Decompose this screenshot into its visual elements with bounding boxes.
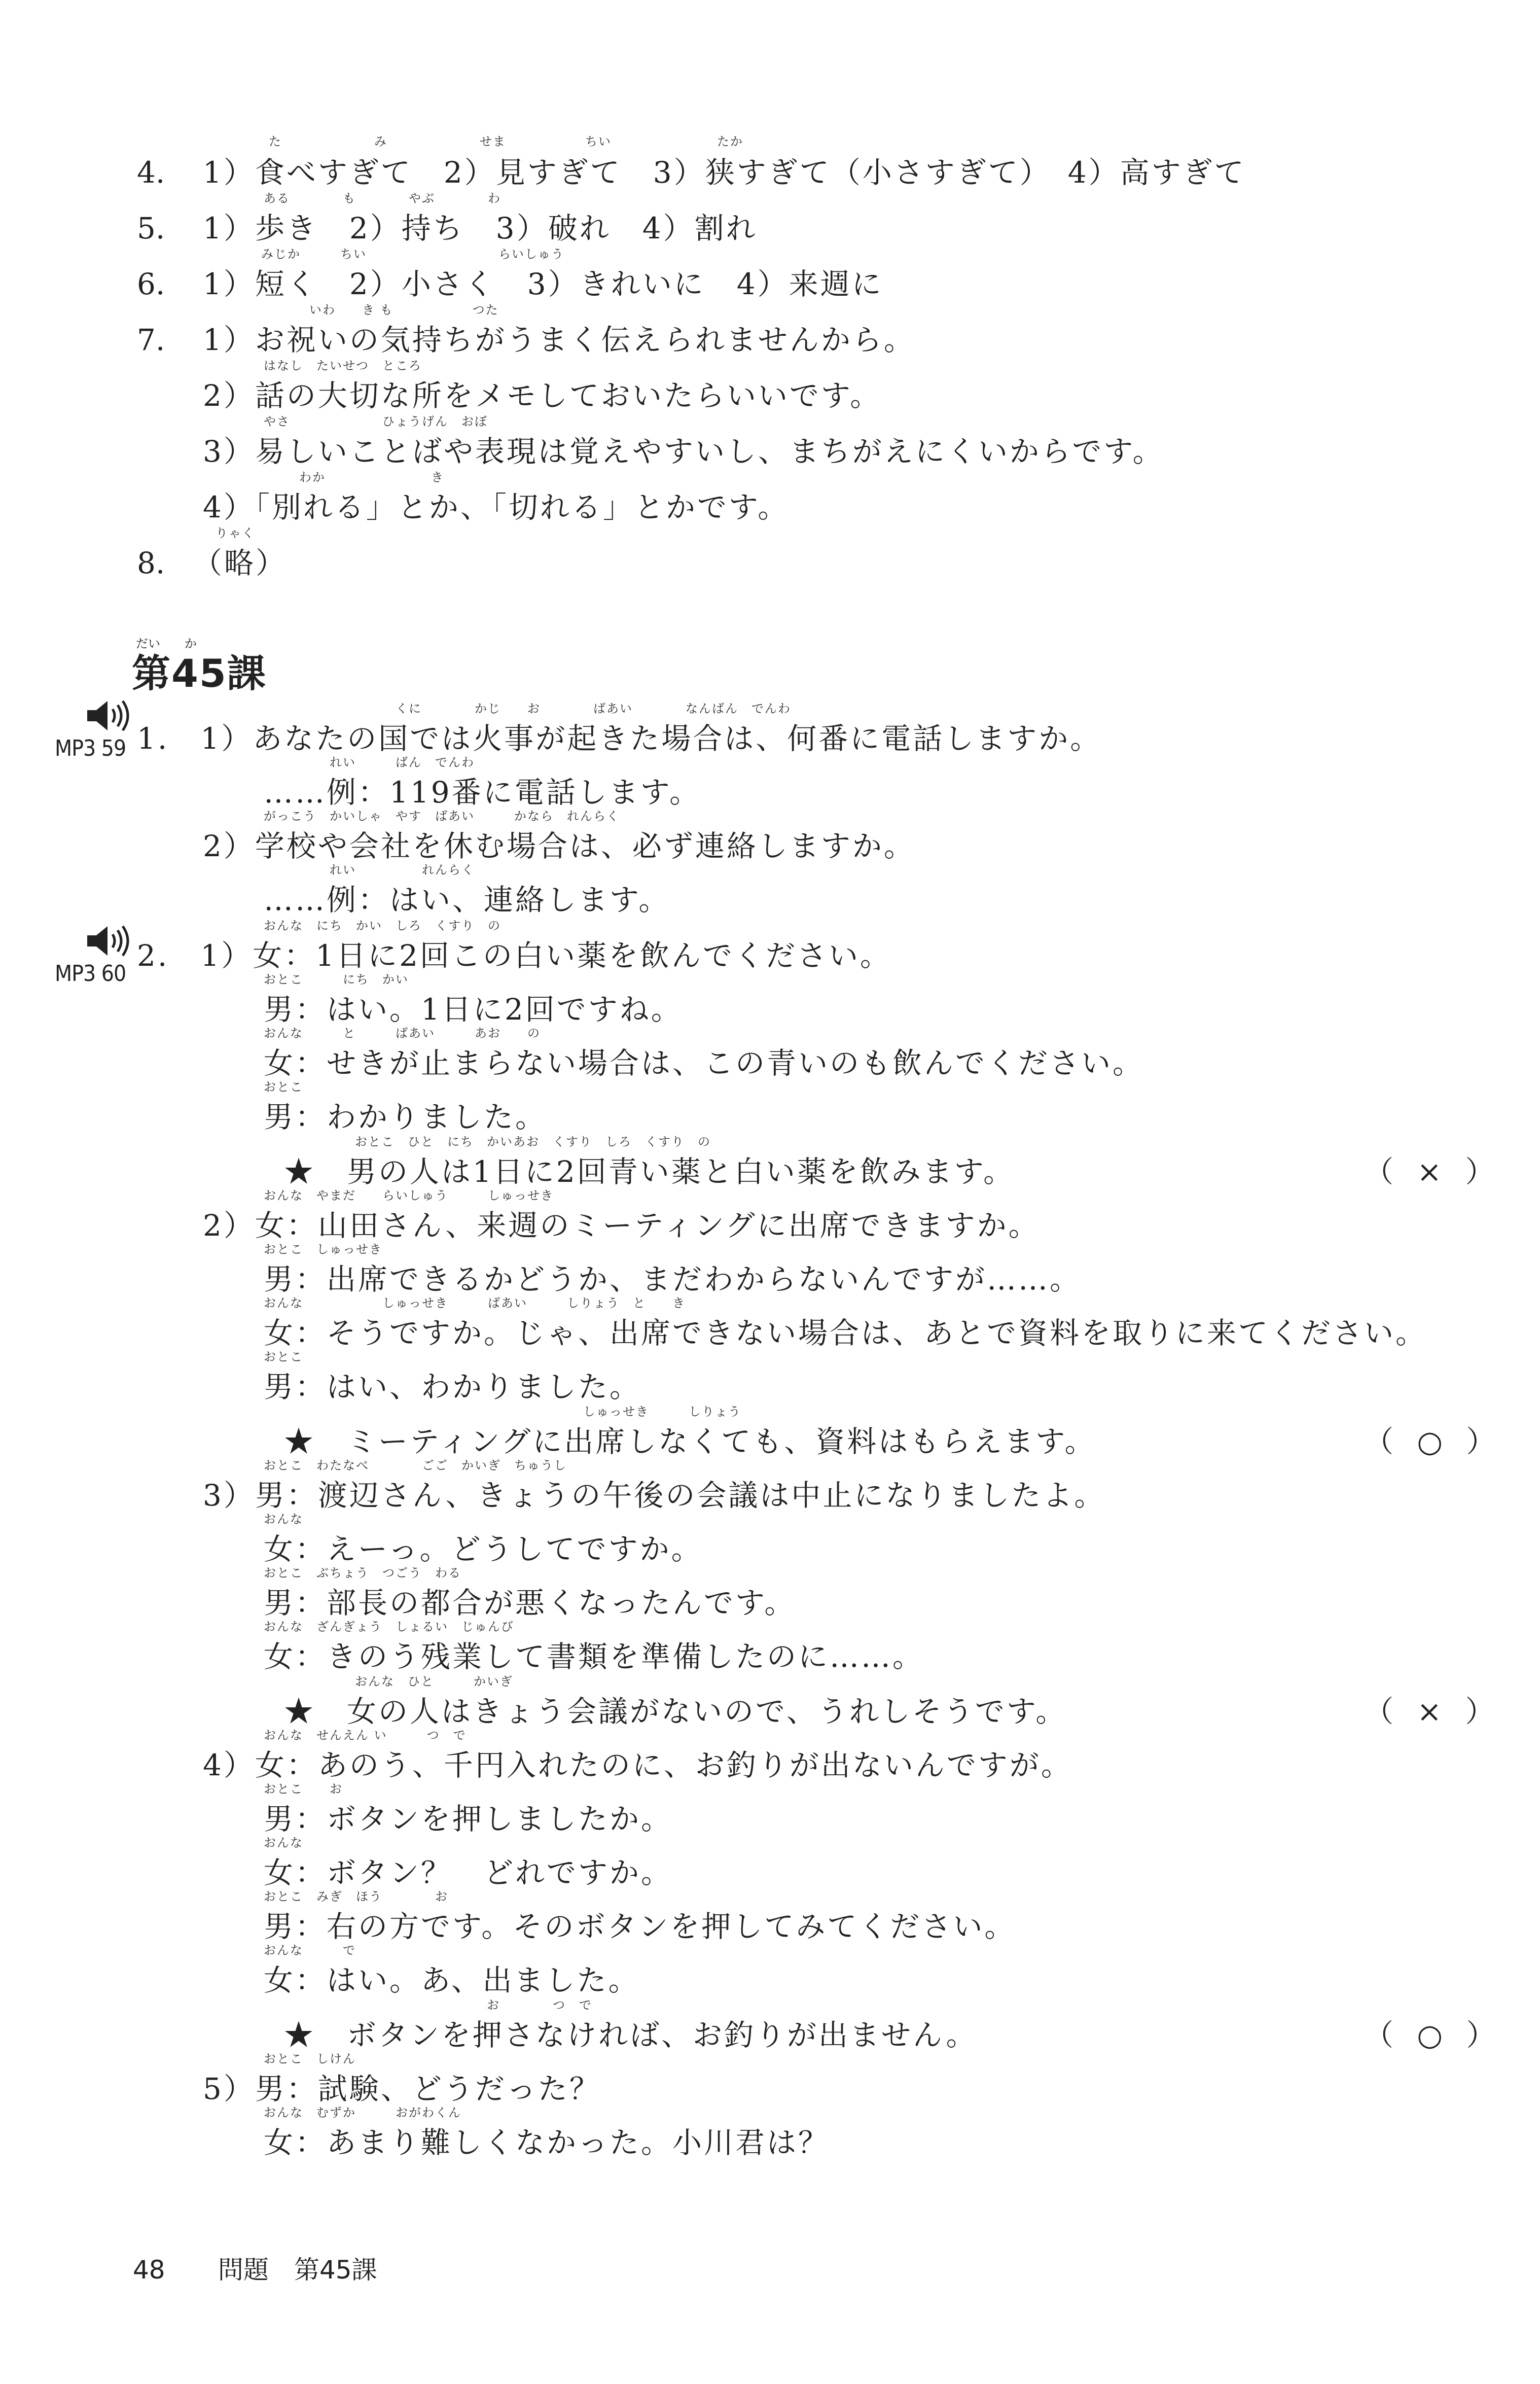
q7-3-answer: 3）易しいことばや表現は覚えやすいし、まちがえにくいからです。 bbox=[203, 434, 1164, 469]
answer-mark: （ ○ ） bbox=[1364, 2018, 1503, 2052]
q7-4-ruby: わか き bbox=[299, 470, 444, 484]
q8-number: 8. bbox=[137, 546, 165, 580]
line-text: 男：右の方です。そのボタンを押してみてください。 bbox=[264, 1909, 1016, 1944]
q8-ruby: りゃく bbox=[216, 526, 255, 540]
line-text: 女：せきが止まらない場合は、この青いのも飲んでください。 bbox=[264, 1046, 1144, 1080]
line-ruby: おんな で bbox=[264, 1943, 356, 1957]
line-ruby: おんな ひと かいぎ bbox=[355, 1674, 513, 1689]
line-text: 男：出席できるかどうか、まだわからないんですが……。 bbox=[264, 1262, 1082, 1296]
line-ruby: がっこう かいしゃ やす ばあい かなら れんらく bbox=[264, 809, 620, 823]
line-ruby: おとこ ぶちょう つごう わる bbox=[264, 1566, 461, 1580]
line-ruby: おんな せんえん い つ で bbox=[264, 1728, 467, 1742]
line-text: 2）学校や会社を休む場合は、必ず連絡しますか。 bbox=[203, 829, 915, 863]
lesson-title: 第45課 bbox=[132, 651, 267, 696]
line-ruby: れい れんらく bbox=[330, 863, 475, 877]
q4-ruby: た み せま ちい たか bbox=[269, 134, 743, 149]
line-ruby: おんな やまだ らいしゅう しゅっせき bbox=[264, 1188, 554, 1203]
q4-answers: 1）食べすぎて 2）見すぎて 3）狭すぎて（小さすぎて） 4）高すぎて bbox=[203, 155, 1246, 190]
page-footer-label: 問題 第45課 bbox=[218, 2255, 377, 2285]
answer-mark: （ × ） bbox=[1364, 1154, 1502, 1189]
line-text: 男：ボタンを押しましたか。 bbox=[264, 1802, 673, 1836]
line-text: ★ ボタンを押さなければ、お釣りが出ません。 bbox=[284, 2018, 978, 2052]
line-ruby: おとこ しゅっせき bbox=[264, 1242, 382, 1256]
q5-ruby: ある も やぶ わ bbox=[264, 191, 501, 205]
q5-answers: 1）歩き 2）持ち 3）破れ 4）割れ bbox=[203, 211, 758, 246]
line-text: 男：部長の都合が悪くなったんです。 bbox=[264, 1586, 796, 1620]
line-text: 2. 1）女：1日に2回この白い薬を飲んでください。 bbox=[137, 938, 892, 973]
q7-1-ruby: いわ き も つた bbox=[309, 303, 499, 317]
line-text: ★ ミーティングに出席しなくても、資料はもらえます。 bbox=[284, 1424, 1096, 1459]
line-text: 女：そうですか。じゃ、出席できない場合は、あとで資料を取りに来てください。 bbox=[264, 1316, 1427, 1350]
line-ruby: おんな むずか おがわくん bbox=[264, 2106, 461, 2120]
audio-track-label: MP3 59 bbox=[55, 735, 126, 761]
line-text: 女：ボタン？ どれですか。 bbox=[264, 1855, 673, 1890]
speaker-icon bbox=[85, 923, 136, 959]
line-ruby: おとこ bbox=[264, 1080, 303, 1094]
line-ruby: おんな しゅっせき ばあい しりょう と き bbox=[264, 1296, 686, 1310]
line-ruby: おんな と ばあい あお の bbox=[264, 1026, 541, 1040]
line-text: 5）男：試験、どうだった？ bbox=[203, 2072, 601, 2106]
line-ruby: おとこ お bbox=[264, 1782, 343, 1796]
line-text: 女：あまり難しくなかった。小川君は？ bbox=[264, 2125, 830, 2160]
q6-ruby: みじか ちい らいしゅう bbox=[261, 247, 564, 261]
line-text: 女：はい。あ、出ました。 bbox=[264, 1963, 640, 1997]
line-text: 3）男：渡辺さん、きょうの午後の会議は中止になりましたよ。 bbox=[203, 1478, 1106, 1513]
line-ruby: れい ばん でんわ bbox=[330, 755, 475, 769]
q7-number: 7. bbox=[137, 323, 165, 357]
line-text: ★ 女の人はきょう会議がないので、うれしそうです。 bbox=[284, 1694, 1067, 1729]
line-text: ……例：119番に電話します。 bbox=[264, 775, 701, 810]
line-text: ★ 男の人は1日に2回青い薬と白い薬を飲みます。 bbox=[284, 1154, 1015, 1189]
answer-mark: （ × ） bbox=[1364, 1694, 1502, 1729]
line-text: ……例：はい、連絡します。 bbox=[264, 883, 670, 917]
line-text: 4）女：あのう、千円入れたのに、お釣りが出ないんですが。 bbox=[203, 1748, 1072, 1782]
line-ruby: おとこ みぎ ほう お bbox=[264, 1889, 448, 1904]
q4-number: 4. bbox=[137, 155, 165, 190]
page-number: 48 bbox=[133, 2255, 165, 2285]
line-ruby: おとこ ひと にち かいあお くすり しろ くすり の bbox=[355, 1135, 711, 1149]
line-text: 2）女：山田さん、来週のミーティングに出席できますか。 bbox=[203, 1208, 1040, 1243]
line-ruby: おんな bbox=[264, 1512, 303, 1526]
line-text: 男：はい、わかりました。 bbox=[264, 1370, 641, 1404]
line-ruby: おんな bbox=[264, 1836, 303, 1850]
line-text: 男：わかりました。 bbox=[264, 1100, 547, 1134]
line-ruby: おんな ざんぎょう しょるい じゅんび bbox=[264, 1620, 514, 1634]
line-ruby: おとこ bbox=[264, 1350, 303, 1364]
q7-3-ruby: やさ ひょうげん おぼ bbox=[264, 414, 488, 429]
line-text: 女：えーっ。どうしてですか。 bbox=[264, 1532, 703, 1566]
q5-number: 5. bbox=[137, 211, 165, 246]
line-ruby: お つ で bbox=[487, 1998, 592, 2012]
q7-1-answer: 1）お祝いの気持ちがうまく伝えられませんから。 bbox=[203, 323, 915, 357]
q7-2-ruby: はなし たいせつ ところ bbox=[264, 359, 422, 373]
q6-number: 6. bbox=[137, 267, 165, 301]
q7-4-answer: 4）「別れる」とか、「切れる」とかです。 bbox=[203, 490, 790, 524]
line-ruby: おとこ にち かい bbox=[264, 972, 409, 987]
speaker-icon bbox=[85, 698, 136, 733]
line-ruby: おとこ しけん bbox=[264, 2052, 356, 2066]
line-text: 男：はい。1日に2回ですね。 bbox=[264, 992, 683, 1027]
line-ruby: くに かじ お ばあい なんばん でんわ bbox=[396, 702, 791, 716]
audio-track-label: MP3 60 bbox=[55, 961, 126, 987]
q7-2-answer: 2）話の大切な所をメモしておいたらいいです。 bbox=[203, 378, 882, 413]
lesson-title-ruby: だい か bbox=[136, 637, 197, 651]
line-text: 1. 1）あなたの国では火事が起きた場合は、何番に電話しますか。 bbox=[137, 721, 1102, 756]
line-ruby: しゅっせき しりょう bbox=[583, 1405, 741, 1419]
q6-answers: 1）短く 2）小さく 3）きれいに 4）来週に bbox=[203, 267, 883, 301]
line-text: 女：きのう残業して書類を準備したのに……。 bbox=[264, 1639, 924, 1674]
line-ruby: おとこ わたなべ ごご かいぎ ちゅうし bbox=[264, 1458, 567, 1473]
line-ruby: おんな にち かい しろ くすり の bbox=[264, 919, 501, 933]
answer-mark: （ ○ ） bbox=[1364, 1424, 1503, 1459]
q8-answer: （略） bbox=[193, 546, 288, 580]
